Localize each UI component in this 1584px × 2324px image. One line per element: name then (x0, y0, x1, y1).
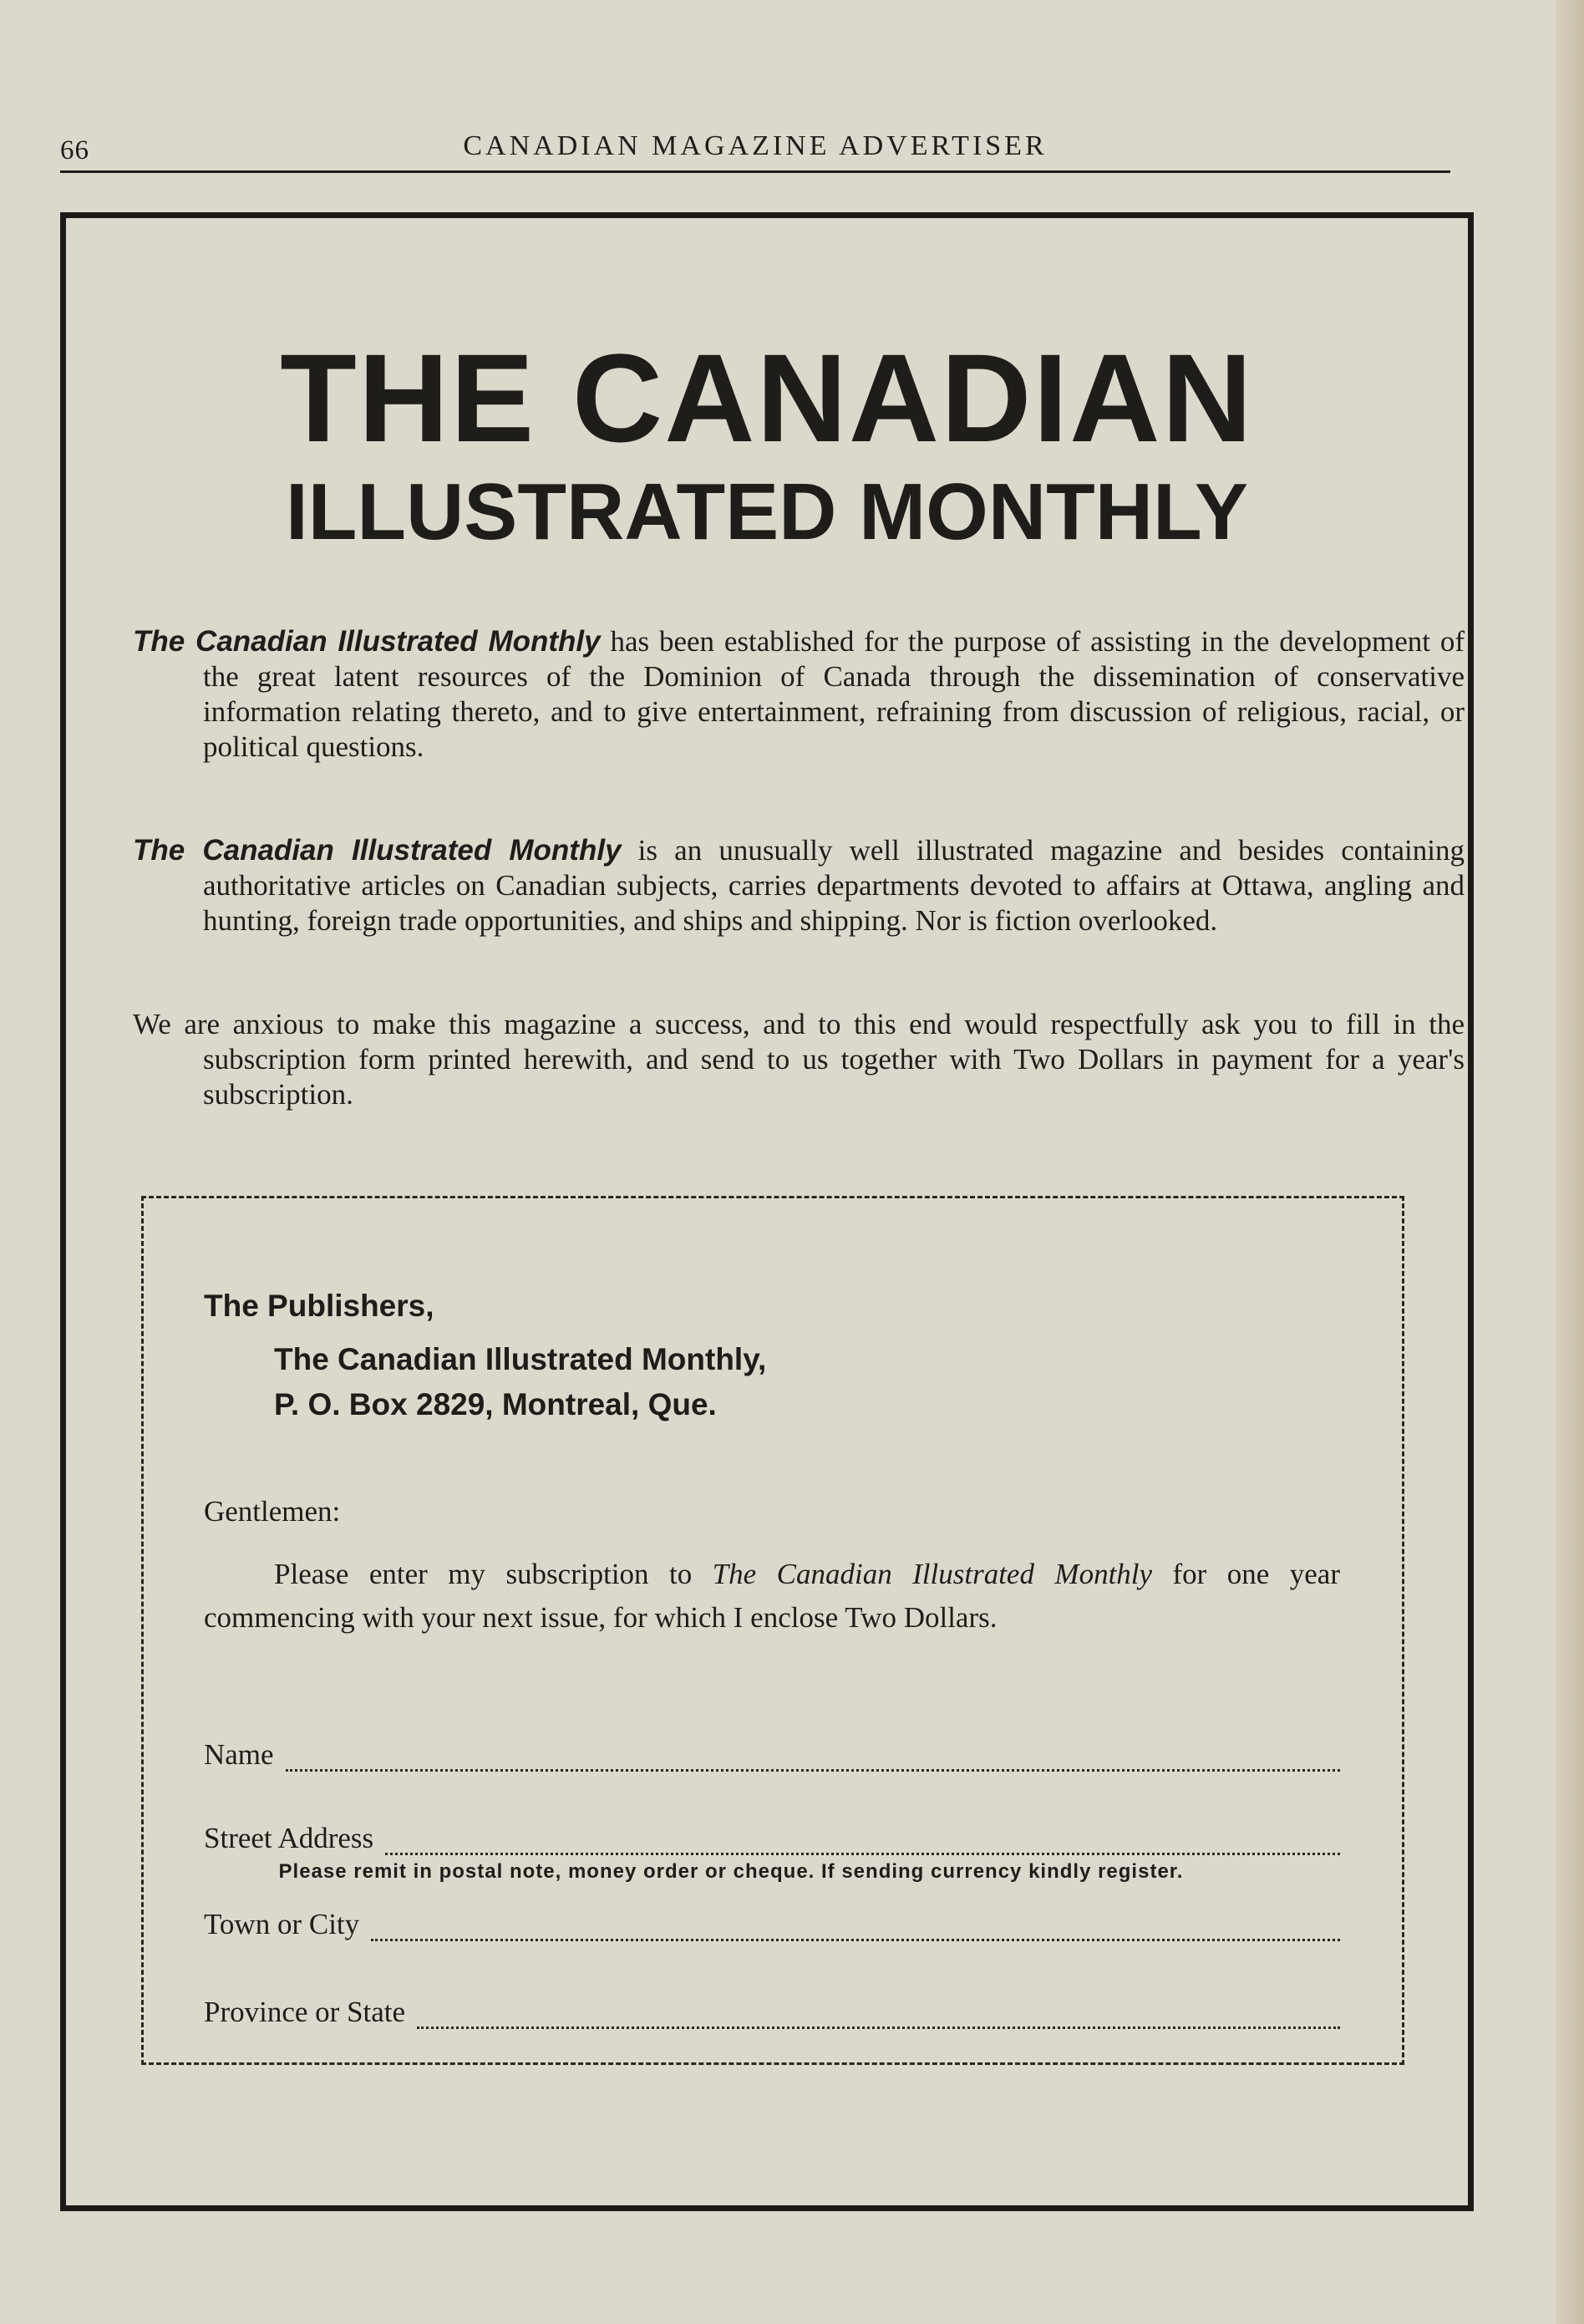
page-number: 66 (60, 135, 89, 165)
magazine-name: The Canadian Illustrated Monthly (712, 1558, 1153, 1590)
name-field[interactable] (204, 1733, 1340, 1772)
coupon-salutation: Gentlemen: (204, 1495, 341, 1528)
town-field-line[interactable] (371, 1917, 1340, 1941)
street-address-field-label: Street Address (204, 1822, 374, 1854)
header-rule (60, 170, 1450, 173)
town-field[interactable] (204, 1903, 1340, 1941)
page-edge (1556, 0, 1584, 2324)
street-address-field[interactable] (204, 1817, 1340, 1855)
subscription-coupon (141, 1196, 1404, 2065)
intro-text: has been established for the purpose of assisting in the development of the great latent resources of the Dominion of Canada through the dissemination of conservative information relating thereto, and to give entertainment, refraining from discussion of religious, racial, or political questions. (203, 625, 1465, 763)
magazine-name: The Canadian Illustrated Monthly (133, 834, 622, 867)
intro-paragraph-1 (133, 624, 1465, 765)
magazine-name: The Canadian Illustrated Monthly (133, 625, 601, 658)
coupon-address-line-1: The Canadian Illustrated Monthly, (274, 1342, 767, 1376)
masthead-title: THE CANADIAN (280, 328, 1254, 468)
intro-paragraph-3 (133, 1007, 1465, 1112)
coupon-body: Please enter my subscription to The Canadian Illustrated Monthly for one year commencing with your next issue, for which I enclose Two Dollars. (204, 1558, 1340, 1634)
name-field-line[interactable] (286, 1747, 1340, 1772)
intro-text: We are anxious to make this magazine a success, and to this end would respectfully ask you to fill in the subscription form printed herewith, and send to us together with Two Dollars in payment for a year's subscription. (133, 1008, 1465, 1111)
masthead-subtitle: ILLUSTRATED MONTHLY (286, 467, 1248, 557)
advertisement-frame (60, 212, 1474, 2211)
coupon-address-line-2: P. O. Box 2829, Montreal, Que. (274, 1387, 717, 1421)
province-field[interactable] (204, 1991, 1340, 2029)
coupon-addressee: The Publishers, (204, 1289, 434, 1323)
intro-text: is an unusually well illustrated magazine and besides containing authoritative articles on Canadian subjects, carries departments devoted to affairs at Ottawa, angling and hunting, foreign trade opportunities, and ships and shipping. Nor is fiction overlooked. (203, 834, 1465, 937)
street-address-field-line[interactable] (385, 1831, 1340, 1855)
running-title: CANADIAN MAGAZINE ADVERTISER (463, 130, 1048, 161)
remit-note: Please remit in postal note, money order or cheque. If sending currency kindly register. (278, 1860, 1184, 1883)
page-header (60, 124, 1450, 174)
province-field-label: Province or State (204, 1996, 406, 2028)
province-field-line[interactable] (417, 2005, 1340, 2029)
intro-paragraph-2 (133, 833, 1465, 938)
town-field-label: Town or City (204, 1908, 360, 1940)
name-field-label: Name (204, 1738, 274, 1771)
